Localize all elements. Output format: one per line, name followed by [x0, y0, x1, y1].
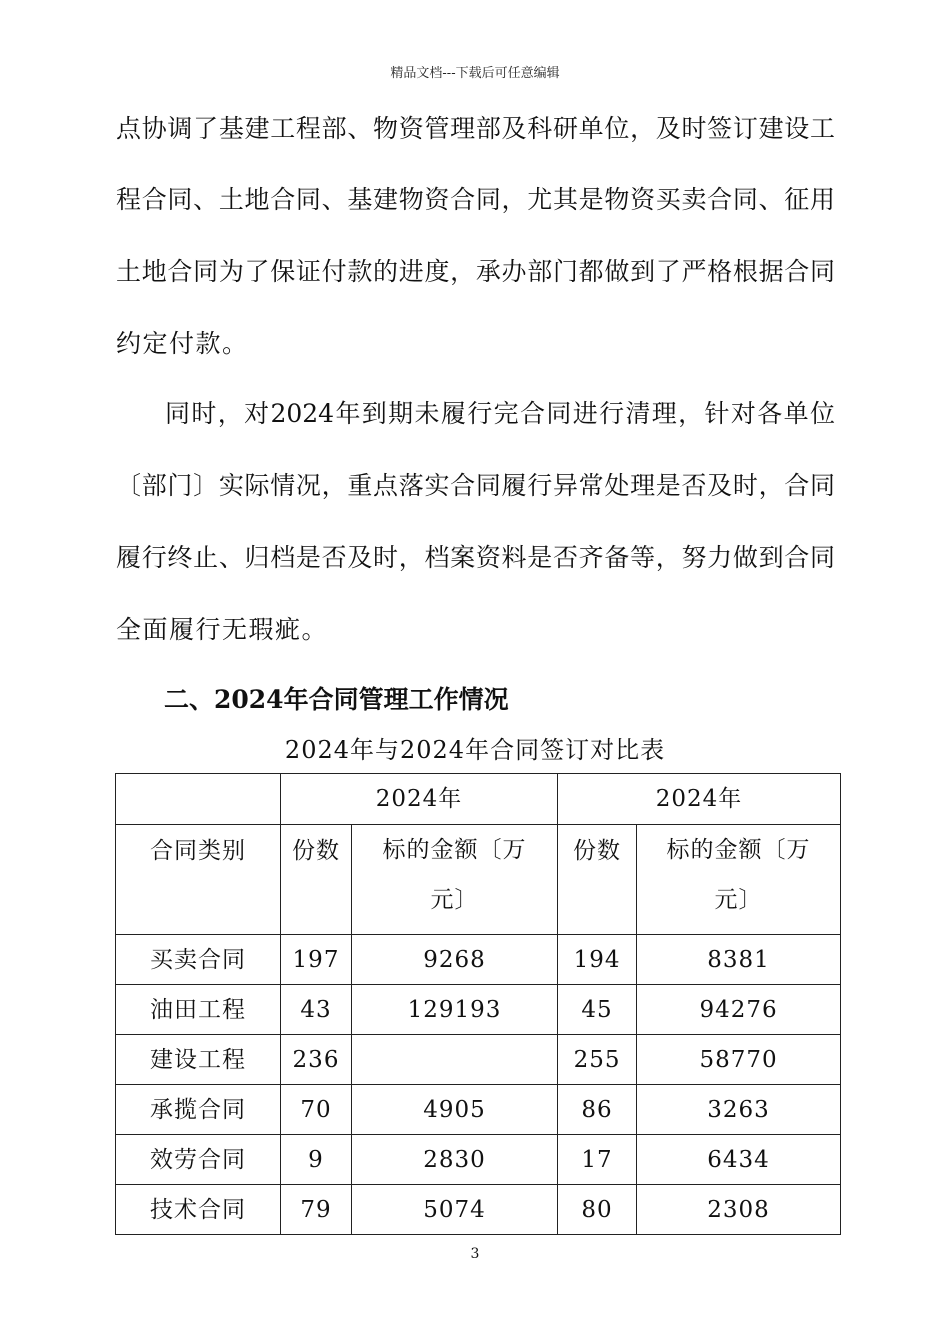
cell-type: 建设工程	[116, 1035, 281, 1085]
cell-count-b: 86	[558, 1085, 637, 1135]
paragraph-line: 约定付款。	[116, 329, 249, 358]
cell-amount-a	[352, 1035, 558, 1085]
cell-count-b: 45	[558, 985, 637, 1035]
paragraph-line: 〔部门〕实际情况，重点落实合同履行异常处理是否及时，合同	[116, 471, 835, 500]
cell-type: 效劳合同	[116, 1135, 281, 1185]
table-row	[116, 1085, 841, 1135]
cell-count-b: 194	[558, 935, 637, 985]
table-row	[116, 985, 841, 1035]
cell-count-a: 79	[281, 1185, 352, 1235]
year-b-header: 2024年	[558, 774, 841, 825]
cell-type: 技术合同	[116, 1185, 281, 1235]
cell-type: 买卖合同	[116, 935, 281, 985]
cell-count-b: 255	[558, 1035, 637, 1085]
cell-amount-b: 8381	[637, 935, 841, 985]
cell-type: 油田工程	[116, 985, 281, 1035]
paragraph-line: 程合同、土地合同、基建物资合同，尤其是物资买卖合同、征用	[116, 185, 835, 214]
cell-amount-b: 94276	[637, 985, 841, 1035]
cell-count-a: 43	[281, 985, 352, 1035]
cell-amount-b: 6434	[637, 1135, 841, 1185]
cell-amount-b: 3263	[637, 1085, 841, 1135]
section-heading: 二、2024年合同管理工作情况	[164, 685, 509, 714]
cell-amount-b: 58770	[637, 1035, 841, 1085]
cell-amount-a: 5074	[352, 1185, 558, 1235]
paragraph-line: 全面履行无瑕疵。	[116, 615, 329, 644]
cell-count-a: 236	[281, 1035, 352, 1085]
cell-amount-a: 9268	[352, 935, 558, 985]
paragraph-line: 土地合同为了保证付款的进度，承办部门都做到了严格根据合同	[116, 257, 835, 286]
table-row	[116, 935, 841, 985]
empty-corner-cell	[116, 774, 281, 825]
header-amount-b: 标的金额〔万元〕	[637, 825, 841, 935]
cell-amount-a: 4905	[352, 1085, 558, 1135]
table-year-row	[116, 774, 841, 825]
header-type: 合同类别	[116, 825, 281, 935]
contract-comparison-table	[115, 773, 841, 1235]
header-count-b: 份数	[558, 825, 637, 935]
cell-count-b: 80	[558, 1185, 637, 1235]
cell-amount-a: 129193	[352, 985, 558, 1035]
table-row	[116, 1135, 841, 1185]
paragraph-line: 点协调了基建工程部、物资管理部及科研单位，及时签订建设工	[116, 114, 835, 143]
paragraph-line: 同时，对2024年到期未履行完合同进行清理，针对各单位	[165, 399, 835, 428]
cell-count-a: 197	[281, 935, 352, 985]
page-number: 3	[470, 1246, 480, 1262]
cell-count-b: 17	[558, 1135, 637, 1185]
cell-count-a: 9	[281, 1135, 352, 1185]
cell-type: 承揽合同	[116, 1085, 281, 1135]
page-header: 精品文档---下载后可任意编辑	[390, 66, 560, 81]
table-header-row	[116, 825, 841, 935]
paragraph-line: 履行终止、归档是否及时，档案资料是否齐备等，努力做到合同	[116, 543, 835, 572]
cell-amount-a: 2830	[352, 1135, 558, 1185]
cell-amount-b: 2308	[637, 1185, 841, 1235]
year-a-header: 2024年	[281, 774, 558, 825]
header-count-a: 份数	[281, 825, 352, 935]
header-amount-a: 标的金额〔万元〕	[352, 825, 558, 935]
table-row	[116, 1185, 841, 1235]
table-caption: 2024年与2024年合同签订对比表	[284, 736, 666, 764]
table-row	[116, 1035, 841, 1085]
cell-count-a: 70	[281, 1085, 352, 1135]
